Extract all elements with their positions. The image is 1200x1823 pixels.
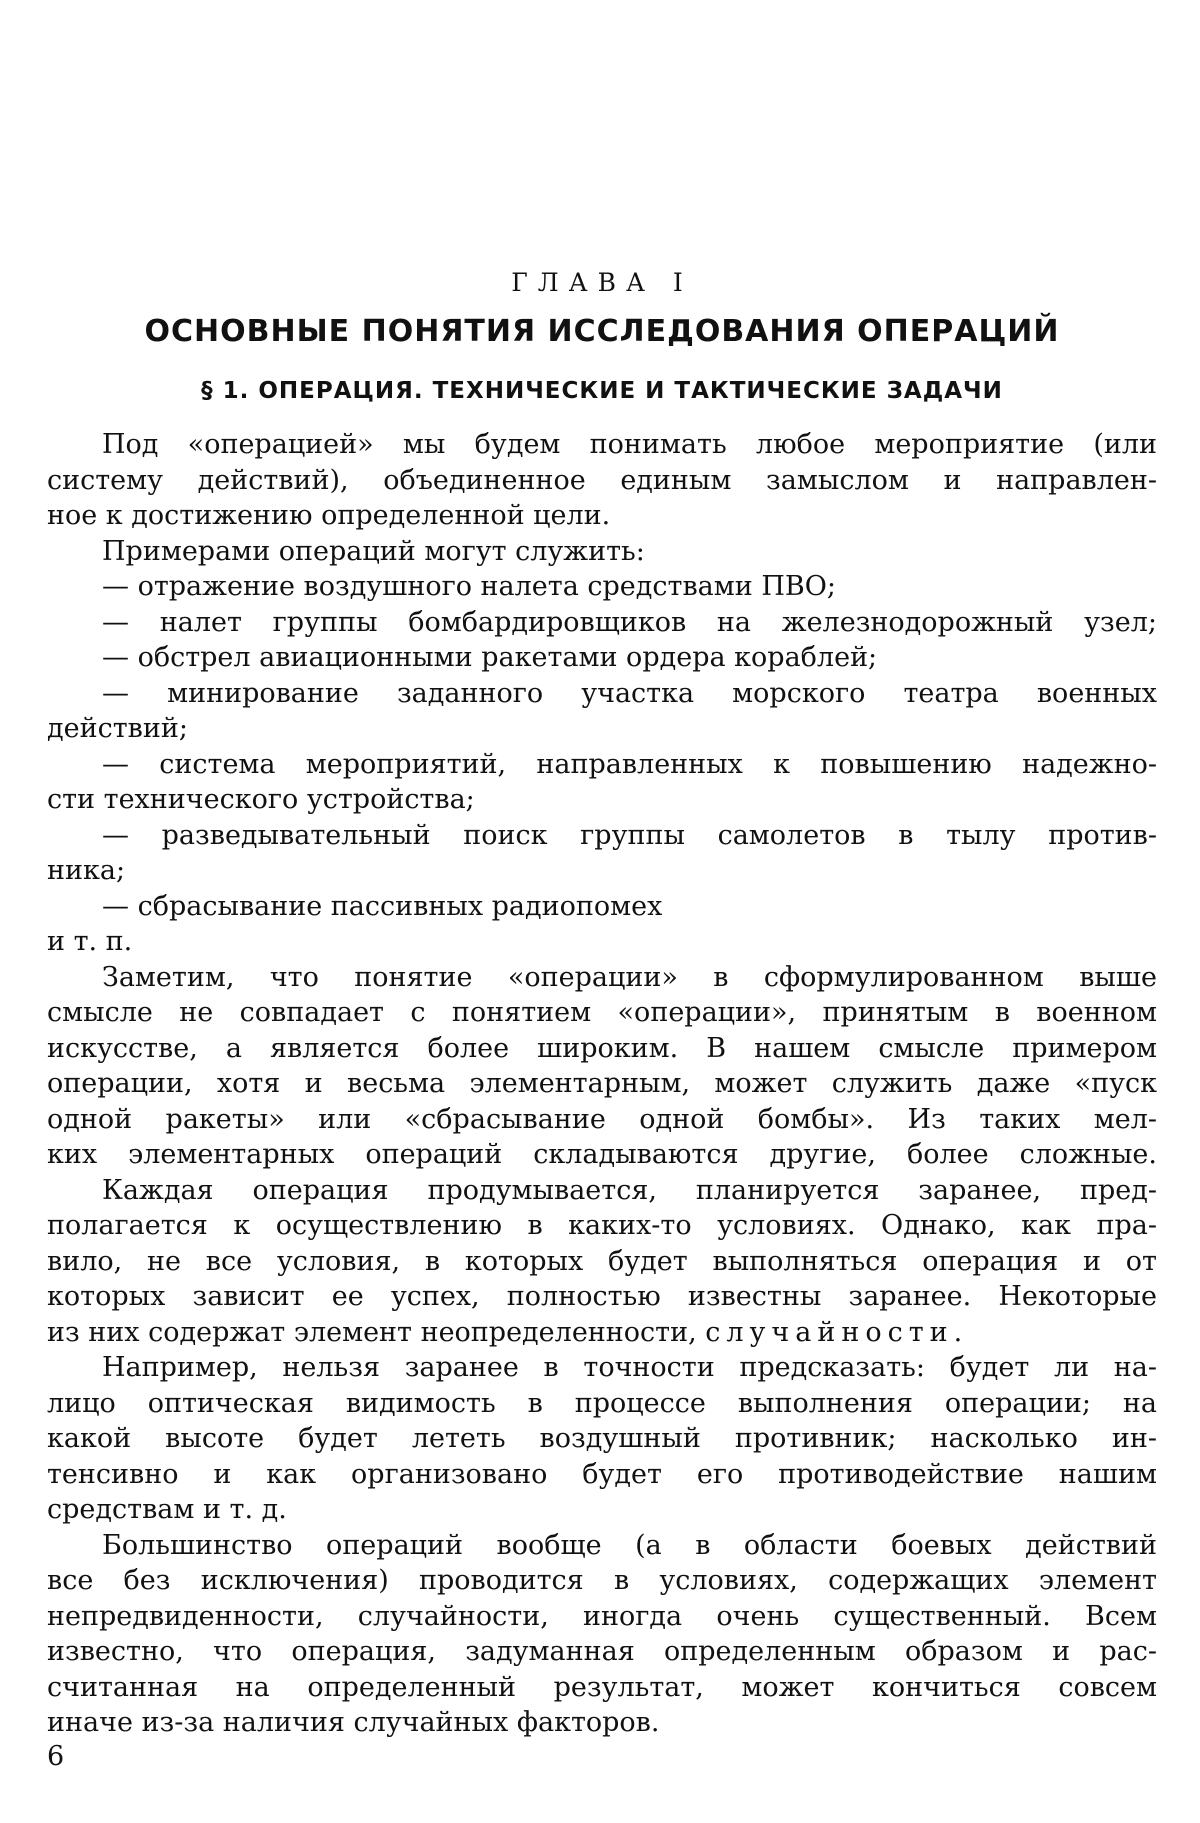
list-item: — минирование заданного участка морского театра военных (102, 677, 1157, 709)
text-line: иначе из-за наличия случайных факторов. (47, 1707, 660, 1738)
text-line: операции, хотя и весьма элементарным, может служить даже «пуск (47, 1068, 1157, 1099)
text-line: систему действий), объединенное единым замыслом и направлен- (47, 464, 1157, 496)
text-line: средствам и т. д. (47, 1494, 287, 1525)
list-item: — разведывательный поиск группы самолетов в тылу против- (102, 819, 1157, 851)
text-line: непредвиденности, случайности, иногда очень существенный. Всем (47, 1600, 1157, 1632)
emphasized-word: случайности. (705, 1316, 969, 1348)
text-line: ника; (47, 855, 126, 886)
text-line (47, 1315, 1157, 1351)
body-text (47, 427, 1157, 1741)
text-line: вило, не все условия, в которых будет выполняться операция и от (47, 1245, 1157, 1277)
text-line: искусстве, а является более широким. В нашем смысле примером (47, 1032, 1157, 1064)
text-line: Примерами операций могут служить: (102, 535, 645, 567)
list-item: — налет группы бомбардировщиков на железнодорожный узел; (102, 606, 1157, 638)
chapter-label: ГЛАВА I (511, 268, 693, 297)
text-line: сти технического устройства; (47, 784, 475, 815)
text-line: Большинство операций вообще (а в области боевых действий (102, 1529, 1157, 1561)
list-item: — обстрел авиационными ракетами ордера кораблей; (102, 642, 878, 673)
book-page (47, 0, 1157, 1823)
text-line: Под «операцией» мы будем понимать любое мероприятие (или (102, 429, 1157, 460)
text-line: Каждая операция продумывается, планируется заранее, пред- (102, 1174, 1157, 1206)
text-line: ное к достижению определенной цели. (47, 500, 611, 531)
text-fragment: из них содержат элемент неопределенности, (47, 1316, 706, 1348)
text-line: и т. п. (47, 926, 133, 957)
text-line: какой высоте будет лететь воздушный противник; насколько ин- (47, 1423, 1157, 1454)
text-line: известно, что операция, задуманная определенным образом и рас- (47, 1636, 1157, 1667)
text-line: все без исключения) проводится в условиях, содержащих элемент (47, 1565, 1157, 1596)
text-line: которых зависит ее успех, полностью известны заранее. Некоторые (47, 1281, 1157, 1312)
text-line: смысле не совпадает с понятием «операции», принятым в военном (47, 997, 1157, 1028)
text-line: тенсивно и как организовано будет его противодействие нашим (47, 1458, 1157, 1490)
list-item: — сбрасывание пассивных радиопомех (102, 890, 663, 922)
text-line: полагается к осуществлению в каких-то условиях. Однако, как пра- (47, 1210, 1157, 1241)
text-line: считанная на определенный результат, может кончиться совсем (47, 1671, 1157, 1703)
list-item: — система мероприятий, направленных к повышению надежно- (102, 748, 1157, 780)
text-line: ких элементарных операций складываются другие, более сложные. (47, 1139, 1157, 1170)
text-line: одной ракеты» или «сбрасывание одной бомбы». Из таких мел- (47, 1103, 1157, 1135)
text-line: Например, нельзя заранее в точности предсказать: будет ли на- (102, 1352, 1157, 1383)
page-number: 6 (47, 1741, 65, 1772)
text-line: лицо оптическая видимость в процессе выполнения операции; на (47, 1387, 1157, 1419)
chapter-title: ОСНОВНЫЕ ПОНЯТИЯ ИССЛЕДОВАНИЯ ОПЕРАЦИЙ (144, 314, 1060, 349)
text-line: действий; (47, 713, 188, 744)
text-line: Заметим, что понятие «операции» в сформулированном выше (102, 961, 1157, 993)
list-item: — отражение воздушного налета средствами ПВО; (102, 571, 836, 602)
section-title: § 1. ОПЕРАЦИЯ. ТЕХНИЧЕСКИЕ И ТАКТИЧЕСКИЕ ЗАДАЧИ (201, 378, 1003, 404)
